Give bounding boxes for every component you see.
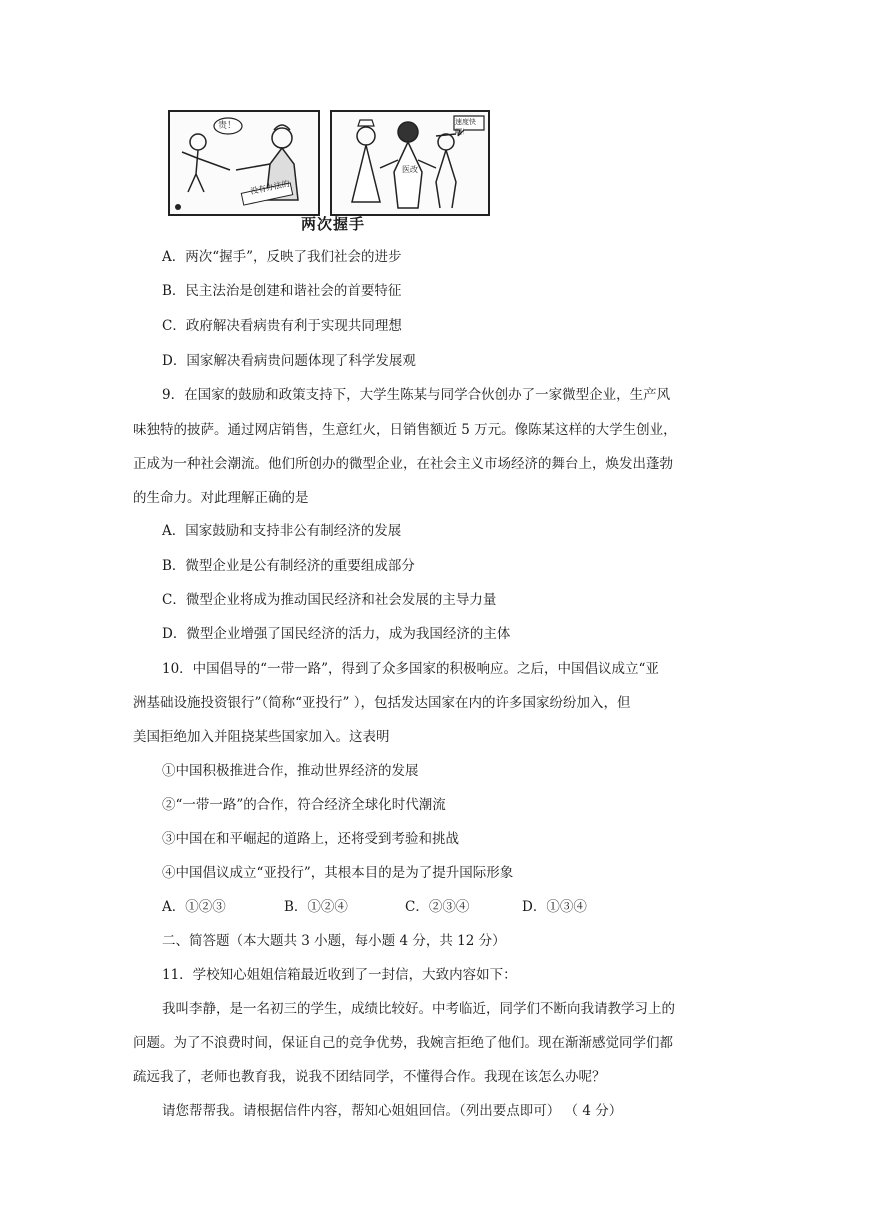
q10-choice-a: A．①②③ (162, 899, 226, 915)
q11-instruction: 请您帮帮我。请根据信件内容，帮知心姐姐回信。（列出要点即可） （ 4 分） (162, 1103, 623, 1119)
q10-choice-d: D．①③④ (522, 899, 587, 915)
section-2-heading: 二、简答题（本大题共 3 小题，每小题 4 分，共 12 分） (162, 933, 506, 949)
q8-option-a: A．两次“握手”，反映了我们社会的进步 (162, 249, 402, 265)
q10-choice-c: C．②③④ (405, 899, 470, 915)
cartoon-caption: 两次握手 (301, 215, 366, 233)
q9-stem-line-2: 味独特的披萨。通过网店销售，生意红火，日销售额近 5 万元。像陈某这样的大学生创业， (133, 422, 677, 438)
q9-option-d: D．微型企业增强了国民经济的活力，成为我国经济的主体 (162, 626, 511, 642)
cartoon-illustration (168, 110, 490, 216)
q8-option-d: D．国家解决看病贵问题体现了科学发展观 (162, 353, 416, 369)
q10-choice-b: B．①②④ (284, 899, 348, 915)
cartoon-panel-left (168, 110, 320, 216)
right-bubble-text: 速度快啊！ (455, 118, 476, 136)
left-banner-text: 没有办法的 (249, 178, 291, 197)
q11-letter-line-3: 疏远我了，老师也教育我，说我不团结同学，不懂得合作。我现在该怎么办呢？ (133, 1069, 606, 1085)
q11-letter-line-2: 问题。为了不浪费时间，保证自己的竞争优势，我婉言拒绝了他们。现在渐渐感觉同学们都 (133, 1035, 673, 1051)
q10-stem-line-1: 10．中国倡导的“一带一路”，得到了众多国家的积极响应。之后，中国倡议成立“亚 (162, 661, 659, 677)
q11-letter-line-1: 我叫李静，是一名初三的学生，成绩比较好。中考临近，同学们不断向我请教学习上的 (162, 1001, 675, 1017)
cartoon-left-drawing (170, 112, 318, 214)
q8-option-c: C．政府解决看病贵有利于实现共同理想 (162, 318, 402, 334)
q9-option-c: C．微型企业将成为推动国民经济和社会发展的主导力量 (162, 592, 497, 608)
q10-statement-1: ①中国积极推进合作，推动世界经济的发展 (162, 763, 419, 779)
q10-statement-3: ③中国在和平崛起的道路上，还将受到考验和挑战 (162, 831, 459, 847)
q9-option-a: A．国家鼓励和支持非公有制经济的发展 (162, 523, 402, 539)
right-badge-text: 医改 (402, 165, 418, 174)
q8-option-b: B．民主法治是创建和谐社会的首要特征 (162, 283, 402, 299)
q10-stem-line-3: 美国拒绝加入并阻挠某些国家加入。这表明 (133, 729, 390, 745)
q9-stem-line-4: 的生命力。对此理解正确的是 (133, 490, 309, 506)
q9-stem-line-3: 正成为一种社会潮流。他们所创办的微型企业，在社会主义市场经济的舞台上，焕发出蓬勃 (133, 456, 673, 472)
q9-stem-line-1: 9．在国家的鼓励和政策支持下，大学生陈某与同学合伙创办了一家微型企业，生产风 (162, 387, 671, 403)
q10-statement-2: ②“一带一路”的合作，符合经济全球化时代潮流 (162, 797, 446, 813)
left-bubble-text: 贵！ (218, 121, 237, 131)
cartoon-panel-right (330, 110, 490, 216)
q9-option-b: B．微型企业是公有制经济的重要组成部分 (162, 558, 415, 574)
q10-statement-4: ④中国倡议成立“亚投行”，其根本目的是为了提升国际形象 (162, 865, 514, 881)
q11-stem: 11．学校知心姐姐信箱最近收到了一封信，大致内容如下： (162, 967, 517, 983)
q10-stem-line-2: 洲基础设施投资银行”（简称“亚投行” ），包括发达国家在内的许多国家纷纷加入，但 (133, 695, 631, 711)
